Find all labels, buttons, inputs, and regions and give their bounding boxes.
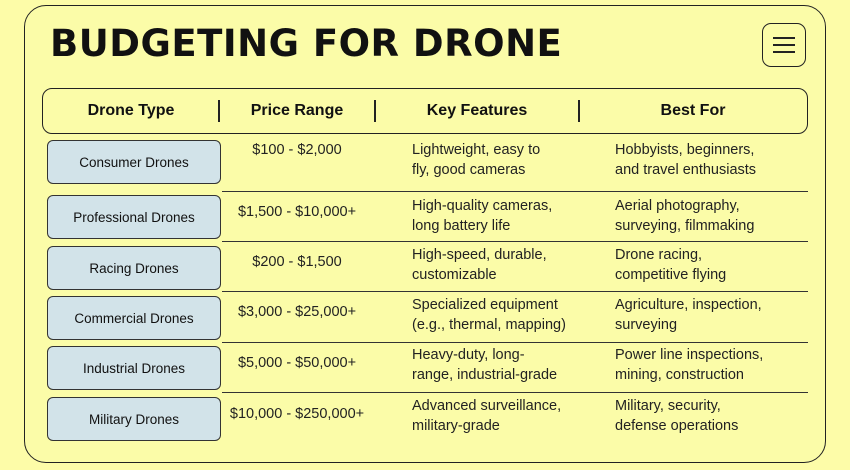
- price-cell: $200 - $1,500: [252, 254, 342, 270]
- drone-type-button-military[interactable]: Military Drones: [47, 397, 221, 441]
- best-for-cell: Military, security, defense operations: [615, 398, 739, 434]
- row-divider: [222, 191, 808, 192]
- drone-type-button-commercial[interactable]: Commercial Drones: [47, 296, 221, 340]
- drone-type-button-racing[interactable]: Racing Drones: [47, 246, 221, 290]
- price-cell: $100 - $2,000: [252, 142, 342, 158]
- best-for-cell: Agriculture, inspection, surveying: [615, 297, 762, 333]
- column-header-best-for: Best For: [660, 102, 726, 119]
- drone-type-button-professional[interactable]: Professional Drones: [47, 195, 221, 239]
- price-cell: $3,000 - $25,000+: [237, 304, 357, 320]
- column-header-price-range: Price Range: [250, 102, 344, 119]
- best-for-cell: Power line inspections, mining, construction: [615, 347, 764, 383]
- features-cell: Specialized equipment (e.g., thermal, mapping): [412, 297, 566, 333]
- best-for-cell: Aerial photography, surveying, filmmaking: [615, 198, 755, 234]
- row-divider: [222, 342, 808, 343]
- features-cell: High-speed, durable, customizable: [412, 247, 547, 283]
- row-divider: [222, 291, 808, 292]
- column-header-drone-type: Drone Type: [87, 102, 175, 119]
- best-for-cell: Drone racing, competitive flying: [615, 247, 727, 283]
- price-cell: $1,500 - $10,000+: [237, 204, 357, 220]
- hamburger-menu-icon-line: [773, 44, 795, 46]
- table-header: [42, 88, 808, 134]
- hamburger-menu-icon-line: [773, 51, 795, 53]
- features-cell: Lightweight, easy to fly, good cameras: [412, 142, 541, 178]
- drone-type-button-industrial[interactable]: Industrial Drones: [47, 346, 221, 390]
- price-cell: $5,000 - $50,000+: [237, 355, 357, 371]
- features-cell: High-quality cameras, long battery life: [412, 198, 553, 234]
- menu-button[interactable]: [762, 23, 806, 67]
- row-divider: [222, 392, 808, 393]
- column-header-key-features: Key Features: [426, 102, 528, 119]
- page-title: BUDGETING FOR DRONE: [50, 22, 563, 65]
- best-for-cell: Hobbyists, beginners, and travel enthusiasts: [615, 142, 757, 178]
- features-cell: Advanced surveillance, military-grade: [412, 398, 562, 434]
- row-divider: [222, 241, 808, 242]
- hamburger-menu-icon: [773, 37, 795, 39]
- drone-type-button-consumer[interactable]: Consumer Drones: [47, 140, 221, 184]
- features-cell: Heavy-duty, long- range, industrial-grade: [412, 347, 558, 383]
- price-cell: $10,000 - $250,000+: [229, 406, 365, 422]
